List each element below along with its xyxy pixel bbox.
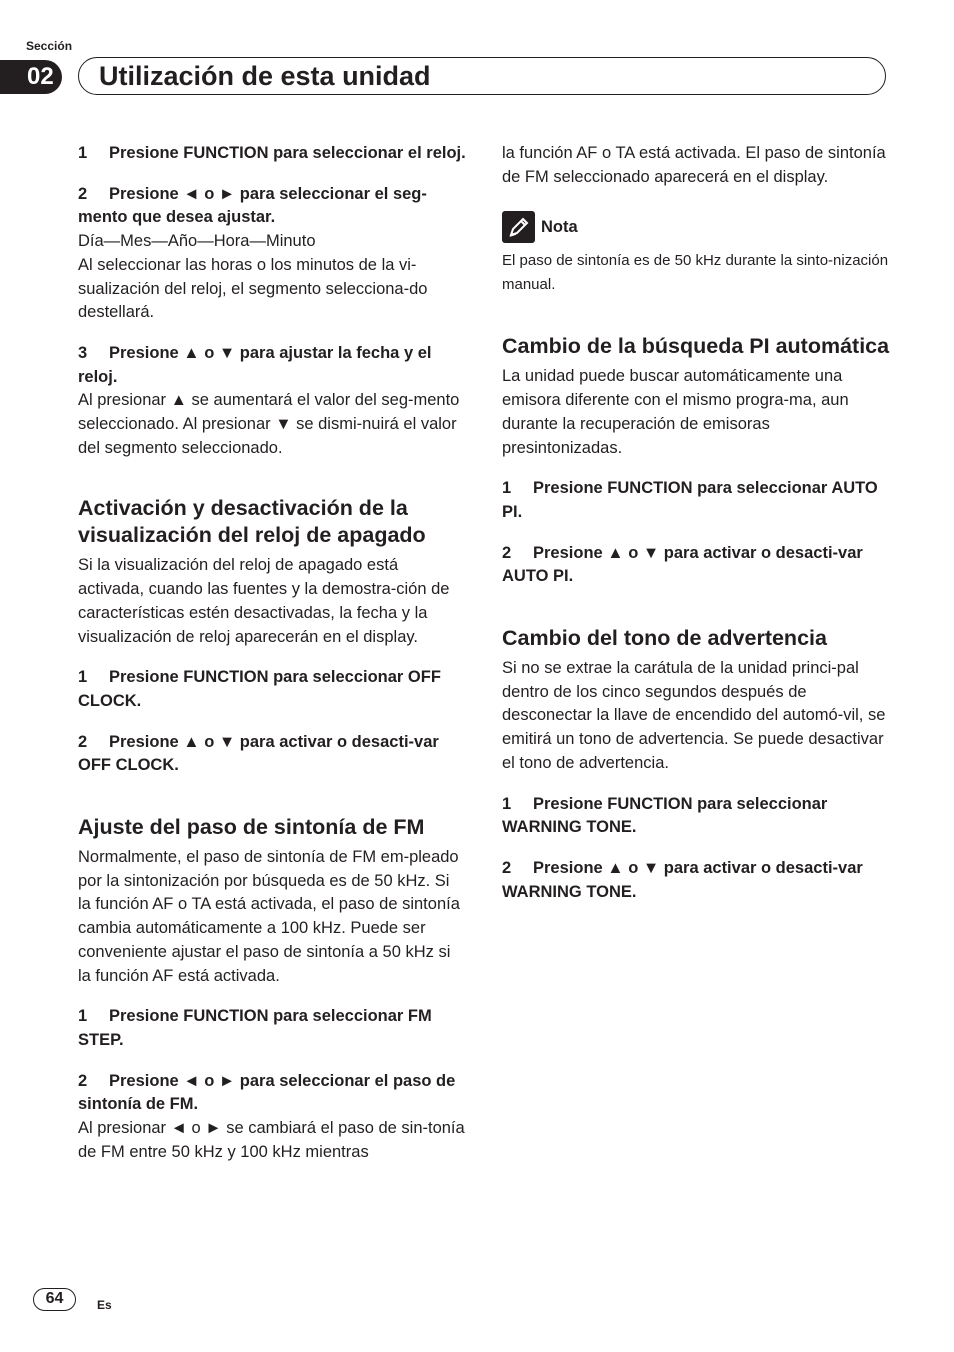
note-label: Nota — [541, 217, 578, 236]
auto-pi-heading: Cambio de la búsqueda PI automática — [502, 334, 890, 359]
fm-step-step-1: 1 Presione FUNCTION para seleccionar FM STEP. — [78, 1007, 432, 1049]
warning-tone-description: Si no se extrae la carátula de la unidad princi-pal dentro de los cinco segundos después de desconectar la llave de encendido del automó-vil, se emitirá un tono de advertencia. Se puede desactivar el tono de advertencia. — [502, 659, 886, 772]
language-code: Es — [97, 1298, 112, 1312]
right-column — [502, 142, 890, 921]
fm-step-step-2: 2 Presione ◄ o ► para seleccionar el paso de sintonía de FM. — [78, 1071, 456, 1114]
clock-description: Al seleccionar las horas o los minutos de la vi-sualización del reloj, el segmento selecciona-do destellará. — [78, 255, 428, 322]
chapter-title-frame — [78, 57, 886, 95]
clock-step-3: 3 Presione ▲ o ▼ para ajustar la fecha y el reloj. — [78, 343, 432, 386]
fm-step-heading: Ajuste del paso de sintonía de FM — [78, 815, 425, 840]
warning-tone-heading: Cambio del tono de advertencia — [502, 626, 827, 651]
warning-tone-step-1: 1 Presione FUNCTION para seleccionar WARNING TONE. — [502, 794, 828, 837]
clock-step-2: 2 Presione ◄ o ► para seleccionar el seg-mento que desea ajustar. — [78, 184, 427, 227]
section-label: Sección — [26, 39, 73, 53]
pencil-icon — [502, 211, 535, 243]
fm-step-description: Normalmente, el paso de sintonía de FM em-pleado por la sintonización por búsqueda es de 50 kHz. Si la función AF o TA está activada, el paso de sintonía cambia automáticamente a 100 kHz. Puede ser conveniente ajustar el paso de sintonía a 50 kHz si la función AF está activada. — [78, 848, 460, 985]
off-clock-step-1: 1 Presione FUNCTION para seleccionar OFF CLOCK. — [78, 668, 441, 710]
off-clock-step-2: 2 Presione ▲ o ▼ para activar o desacti-var OFF CLOCK. — [78, 732, 439, 775]
off-clock-description: Si la visualización del reloj de apagado está activada, cuando las fuentes y la demostra-ción de características estén desactivadas, la fecha y la visualización de reloj aparecerán en el display. — [78, 556, 450, 646]
fm-step-continuation: la función AF o TA está activada. El paso de sintonía de FM seleccionado aparecerá en el display. — [502, 144, 886, 186]
clock-step-1: 1 Presione FUNCTION para seleccionar el reloj. — [78, 144, 466, 162]
fm-step-step-2-description: Al presionar ◄ o ► se cambiará el paso de sin-tonía de FM entre 50 kHz y 100 kHz mientras — [78, 1119, 465, 1161]
warning-tone-step-2: 2 Presione ▲ o ▼ para activar o desacti-var WARNING TONE. — [502, 858, 863, 901]
note-header — [502, 211, 890, 243]
chapter-title: Utilización de esta unidad — [99, 61, 431, 91]
auto-pi-step-1: 1 Presione FUNCTION para seleccionar AUTO PI. — [502, 479, 878, 521]
auto-pi-description: La unidad puede buscar automáticamente una emisora diferente con el mismo progra-ma, aun durante la recuperación de emisoras presintonizadas. — [502, 367, 849, 457]
off-clock-heading: Activación y desactivación de la visualización del reloj de apagado — [78, 496, 426, 548]
left-column — [78, 142, 466, 1182]
section-number-badge: 02 — [0, 60, 62, 94]
page-number: 64 — [33, 1288, 76, 1311]
auto-pi-step-2: 2 Presione ▲ o ▼ para activar o desacti-var AUTO PI. — [502, 543, 863, 586]
clock-step-3-description: Al presionar ▲ se aumentará el valor del seg-mento seleccionado. Al presionar ▼ se dismi-nuirá el valor del segmento seleccionado. — [78, 391, 460, 457]
clock-sequence: Día—Mes—Año—Hora—Minuto — [78, 232, 316, 251]
note-text: El paso de sintonía es de 50 kHz durante la sinto-nización manual. — [502, 252, 889, 294]
